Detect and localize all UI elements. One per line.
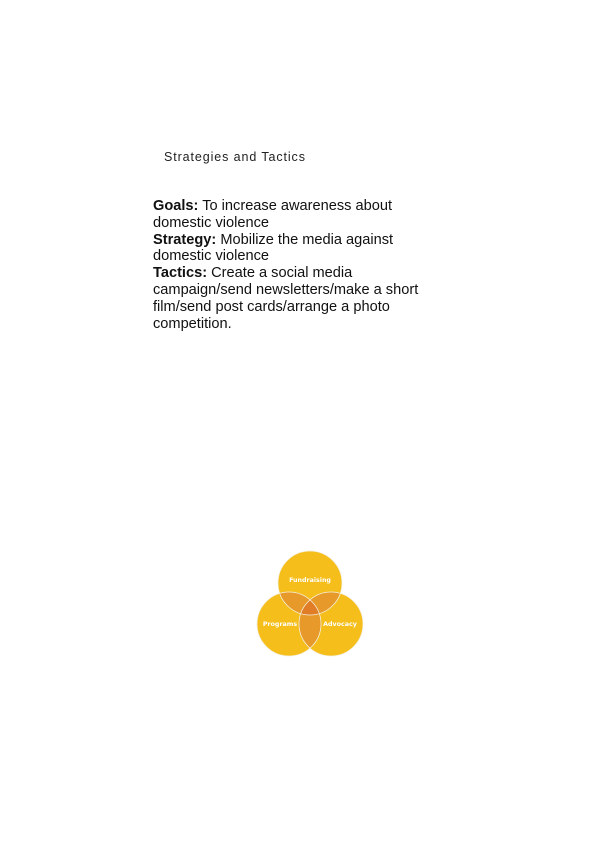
goals-text: To increase awareness about domestic violence <box>153 198 393 231</box>
section-heading: Strategies and Tactics <box>164 150 306 164</box>
advocacy-label: Advocacy <box>323 621 357 628</box>
goals-paragraph <box>153 198 453 232</box>
fundraising-label: Fundraising <box>289 577 331 584</box>
programs-label: Programs <box>262 621 298 628</box>
strategy-text-block <box>153 198 453 332</box>
tactics-text: Create a social media campaign/send newsletters/make a short film/send post cards/arrange a photo competition. <box>153 265 419 332</box>
strategy-paragraph <box>153 232 453 266</box>
tactics-label: Tactics: <box>153 265 208 282</box>
strategy-text: Mobilize the media against domestic violence <box>153 231 394 265</box>
tactics-paragraph <box>153 265 453 332</box>
goals-label: Goals: <box>153 198 199 214</box>
strategy-label: Strategy: <box>153 231 217 248</box>
venn-diagram <box>254 550 368 658</box>
